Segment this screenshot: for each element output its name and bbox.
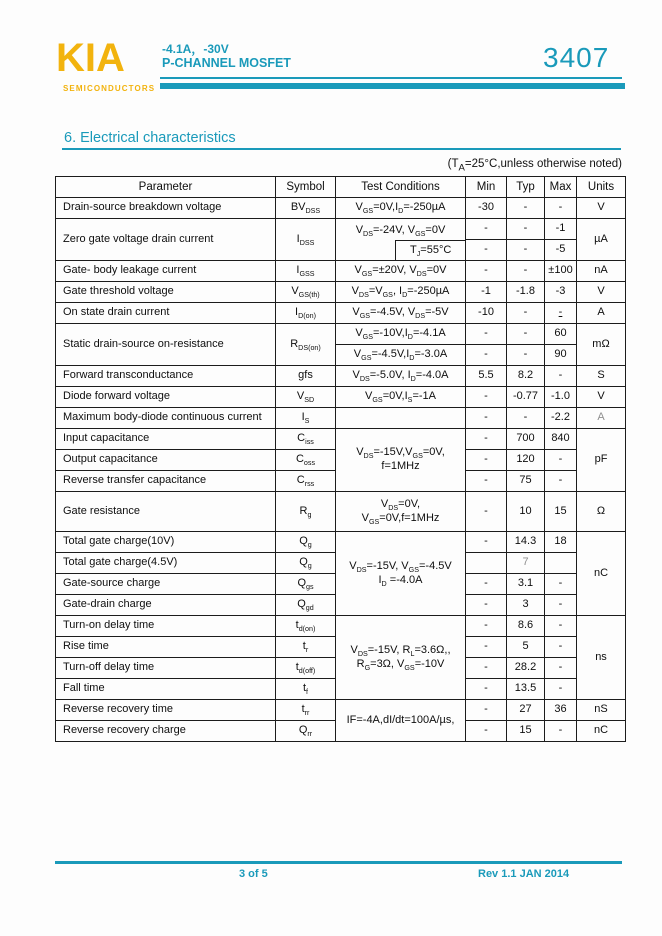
cell-max: -	[545, 198, 577, 219]
cell-min: -	[466, 324, 507, 345]
cell-max: -	[545, 366, 577, 387]
cell-symbol: gfs	[276, 366, 336, 387]
cell-min: -	[466, 574, 507, 595]
cell-typ: -	[507, 303, 545, 324]
table-row	[56, 198, 626, 219]
table-row	[56, 492, 626, 532]
table-body	[56, 198, 626, 742]
cell-units: ns	[577, 616, 626, 700]
cell-test-conditions: $V_{GS}=-10V,I_D=-4.1A$	[336, 324, 466, 345]
cell-parameter: Rise time	[56, 637, 276, 658]
cell-units: V	[577, 282, 626, 303]
logo-subtitle: SEMICONDUCTORS	[63, 84, 156, 93]
cell-symbol: $I_{DSS}$	[276, 219, 336, 261]
cell-min: -	[466, 700, 507, 721]
section-title-underline	[62, 148, 621, 150]
cell-typ: 14.3	[507, 532, 545, 553]
cell-min: -	[466, 492, 507, 532]
cell-symbol: $V_{GS(th)}$	[276, 282, 336, 303]
cell-units: nC	[577, 721, 626, 742]
cell-parameter: Total gate charge(4.5V)	[56, 553, 276, 574]
table-row	[56, 366, 626, 387]
table-row	[56, 303, 626, 324]
cell-typ: -1.8	[507, 282, 545, 303]
cell-typ: 7	[507, 553, 545, 574]
cell-min: -	[466, 450, 507, 471]
cell-units: nA	[577, 261, 626, 282]
cell-parameter: Input capacitance	[56, 429, 276, 450]
cell-symbol: $V_{SD}$	[276, 387, 336, 408]
cell-parameter: Reverse recovery charge	[56, 721, 276, 742]
cell-test-conditions: $V_{DS}=-5.0V$, $I_D=-4.0A$	[336, 366, 466, 387]
cell-units: nC	[577, 532, 626, 616]
cell-typ: -	[507, 261, 545, 282]
cell-parameter: Forward transconductance	[56, 366, 276, 387]
cell-min: -	[466, 637, 507, 658]
cell-test-conditions: $V_{DS}=-15V,V_{GS}=0V$, f=1MHz	[336, 429, 466, 492]
cell-units: mΩ	[577, 324, 626, 366]
cell-test-conditions	[336, 219, 466, 261]
table-row	[56, 261, 626, 282]
cell-parameter: Output capacitance	[56, 450, 276, 471]
cell-typ: 3.1	[507, 574, 545, 595]
cell-units: pF	[577, 429, 626, 492]
cell-max	[545, 553, 577, 574]
cell-parameter: Gate-source charge	[56, 574, 276, 595]
cell-parameter: Zero gate voltage drain current	[56, 219, 276, 261]
cell-min: -10	[466, 303, 507, 324]
cell-test-conditions: $V_{GS}=\pm 20V$, $V_{DS}=0V$	[336, 261, 466, 282]
cell-min: -	[466, 532, 507, 553]
test-condition-secondary: $T_J=55^\circ C$	[395, 240, 465, 260]
column-header-symbol: Symbol	[276, 177, 336, 198]
table-header	[56, 177, 626, 198]
cell-test-conditions: $V_{DS}=-15V$, $V_{GS}=-4.5V$ $I_D =-4.0A$	[336, 532, 466, 616]
table-row	[56, 429, 626, 450]
cell-min: -	[466, 616, 507, 637]
cell-max: -	[545, 574, 577, 595]
cell-parameter: Maximum body-diode continuous current	[56, 408, 276, 429]
cell-units: V	[577, 387, 626, 408]
cell-max: -5	[545, 240, 577, 261]
cell-max: -	[545, 658, 577, 679]
table-row	[56, 532, 626, 553]
cell-test-conditions: $V_{DS}=-15V$, $R_L=3.6\Omega$,, $R_G=3\Omega$, $V_{GS}=-10V$	[336, 616, 466, 700]
cell-min: -	[466, 408, 507, 429]
column-header-test-conditions: Test Conditions	[336, 177, 466, 198]
cell-symbol: $C_{iss}$	[276, 429, 336, 450]
cell-parameter: Gate threshold voltage	[56, 282, 276, 303]
cell-units: A	[577, 408, 626, 429]
device-rating: -4.1A，-30V	[162, 42, 229, 56]
cell-units: µA	[577, 219, 626, 261]
cell-symbol: $I_{GSS}$	[276, 261, 336, 282]
cell-typ: 10	[507, 492, 545, 532]
cell-typ: -0.77	[507, 387, 545, 408]
cell-symbol: $Q_g$	[276, 532, 336, 553]
cell-test-conditions: IF=-4A,dI/dt=100A/µs,	[336, 700, 466, 742]
cell-max: -1	[545, 219, 577, 240]
column-header-typ: Typ	[507, 177, 545, 198]
cell-units: A	[577, 303, 626, 324]
page-indicator: 3 of 5	[239, 868, 268, 880]
cell-parameter: Gate- body leakage current	[56, 261, 276, 282]
cell-parameter: Turn-off delay time	[56, 658, 276, 679]
cell-symbol: $t_r$	[276, 637, 336, 658]
cell-symbol: $C_{rss}$	[276, 471, 336, 492]
cell-test-conditions: $V_{DS}=0V$, $V_{GS}=0V,f=1MHz$	[336, 492, 466, 532]
cell-symbol: $I_{D(on)}$	[276, 303, 336, 324]
cell-parameter: Reverse transfer capacitance	[56, 471, 276, 492]
cell-symbol: $t_f$	[276, 679, 336, 700]
cell-min: -	[466, 387, 507, 408]
part-number: 3407	[543, 42, 610, 73]
cell-parameter: Gate resistance	[56, 492, 276, 532]
cell-max: 60	[545, 324, 577, 345]
cell-test-conditions: $V_{GS}=0V,I_D=-250\mu A$	[336, 198, 466, 219]
revision-label: Rev 1.1 JAN 2014	[478, 868, 570, 880]
device-type: P-CHANNEL MOSFET	[162, 56, 291, 70]
cell-min: -	[466, 721, 507, 742]
table-header-row	[56, 177, 626, 198]
cell-max: -2.2	[545, 408, 577, 429]
cell-symbol: $BV_{DSS}$	[276, 198, 336, 219]
section-title: 6. Electrical characteristics	[64, 130, 236, 146]
cell-min: -	[466, 471, 507, 492]
cell-max: 15	[545, 492, 577, 532]
cell-max: -3	[545, 282, 577, 303]
cell-max: 840	[545, 429, 577, 450]
cell-typ: 8.6	[507, 616, 545, 637]
table-row	[56, 387, 626, 408]
cell-max: -	[545, 303, 577, 324]
cell-typ: -	[507, 324, 545, 345]
cell-symbol: $t_{d(off)}$	[276, 658, 336, 679]
cell-typ: 5	[507, 637, 545, 658]
cell-units: S	[577, 366, 626, 387]
table-row	[56, 408, 626, 429]
conditions-note: ($T_A=25^\circ C,unless$ otherwise noted)	[447, 158, 622, 174]
cell-typ: 75	[507, 471, 545, 492]
cell-typ: 13.5	[507, 679, 545, 700]
kia-logo: KIA	[56, 36, 125, 80]
header-rule-thick	[160, 83, 625, 89]
table-row	[56, 700, 626, 721]
cell-symbol: $R_g$	[276, 492, 336, 532]
cell-parameter: Turn-on delay time	[56, 616, 276, 637]
cell-symbol: $I_S$	[276, 408, 336, 429]
cell-typ: 700	[507, 429, 545, 450]
cell-typ: 27	[507, 700, 545, 721]
cell-min: -	[466, 679, 507, 700]
cell-min: -	[466, 345, 507, 366]
cell-min	[466, 553, 507, 574]
cell-min: -	[466, 219, 507, 240]
table-row	[56, 324, 626, 345]
cell-parameter: Static drain-source on-resistance	[56, 324, 276, 366]
cell-max: -	[545, 679, 577, 700]
cell-symbol: $t_{rr}$	[276, 700, 336, 721]
cell-symbol: $R_{DS(on)}$	[276, 324, 336, 366]
cell-max: -	[545, 721, 577, 742]
cell-typ: -	[507, 219, 545, 240]
cell-typ: 3	[507, 595, 545, 616]
column-header-parameter: Parameter	[56, 177, 276, 198]
cell-test-conditions	[336, 408, 466, 429]
cell-min: 5.5	[466, 366, 507, 387]
cell-symbol: $Q_{gs}$	[276, 574, 336, 595]
cell-test-conditions: $V_{GS}=-4.5V,I_D=-3.0A$	[336, 345, 466, 366]
cell-parameter: Reverse recovery time	[56, 700, 276, 721]
cell-symbol: $t_{d(on)}$	[276, 616, 336, 637]
cell-typ: -	[507, 345, 545, 366]
cell-test-conditions: $V_{GS}=-4.5V$, $V_{DS}=-5V$	[336, 303, 466, 324]
table-row	[56, 616, 626, 637]
cell-typ: 120	[507, 450, 545, 471]
cell-min: -	[466, 261, 507, 282]
cell-parameter: Total gate charge(10V)	[56, 532, 276, 553]
cell-parameter: On state drain current	[56, 303, 276, 324]
cell-parameter: Diode forward voltage	[56, 387, 276, 408]
cell-max: 18	[545, 532, 577, 553]
cell-test-conditions: $V_{GS}=0V,I_S=-1A$	[336, 387, 466, 408]
column-header-units: Units	[577, 177, 626, 198]
cell-min: -	[466, 595, 507, 616]
cell-max: -1.0	[545, 387, 577, 408]
cell-test-conditions: $V_{DS}=V_{GS}$, $I_D=-250\mu A$	[336, 282, 466, 303]
cell-symbol: $Q_{gd}$	[276, 595, 336, 616]
cell-typ: -	[507, 240, 545, 261]
test-condition-primary: $V_{DS}=-24V$, $V_{GS}=0V$	[355, 223, 446, 238]
cell-min: -	[466, 240, 507, 261]
cell-typ: -	[507, 408, 545, 429]
header-rule-thin	[160, 77, 622, 79]
column-header-max: Max	[545, 177, 577, 198]
cell-min: -	[466, 429, 507, 450]
cell-typ: 8.2	[507, 366, 545, 387]
cell-max: -	[545, 595, 577, 616]
cell-min: -1	[466, 282, 507, 303]
cell-units: nS	[577, 700, 626, 721]
cell-max: -	[545, 637, 577, 658]
table-row	[56, 219, 626, 240]
cell-parameter: Gate-drain charge	[56, 595, 276, 616]
table-row	[56, 282, 626, 303]
cell-typ: 15	[507, 721, 545, 742]
cell-parameter: Fall time	[56, 679, 276, 700]
cell-symbol: $Q_g$	[276, 553, 336, 574]
cell-symbol: $Q_{rr}$	[276, 721, 336, 742]
cell-max: ±100	[545, 261, 577, 282]
cell-units: V	[577, 198, 626, 219]
cell-units: Ω	[577, 492, 626, 532]
cell-min: -	[466, 658, 507, 679]
cell-max: 36	[545, 700, 577, 721]
column-header-min: Min	[466, 177, 507, 198]
cell-min: -30	[466, 198, 507, 219]
cell-typ: 28.2	[507, 658, 545, 679]
footer-rule	[55, 861, 622, 864]
cell-max: -	[545, 450, 577, 471]
electrical-characteristics-table	[55, 176, 626, 742]
cell-max: 90	[545, 345, 577, 366]
cell-symbol: $C_{oss}$	[276, 450, 336, 471]
cell-max: -	[545, 616, 577, 637]
cell-max: -	[545, 471, 577, 492]
cell-parameter: Drain-source breakdown voltage	[56, 198, 276, 219]
cell-typ: -	[507, 198, 545, 219]
